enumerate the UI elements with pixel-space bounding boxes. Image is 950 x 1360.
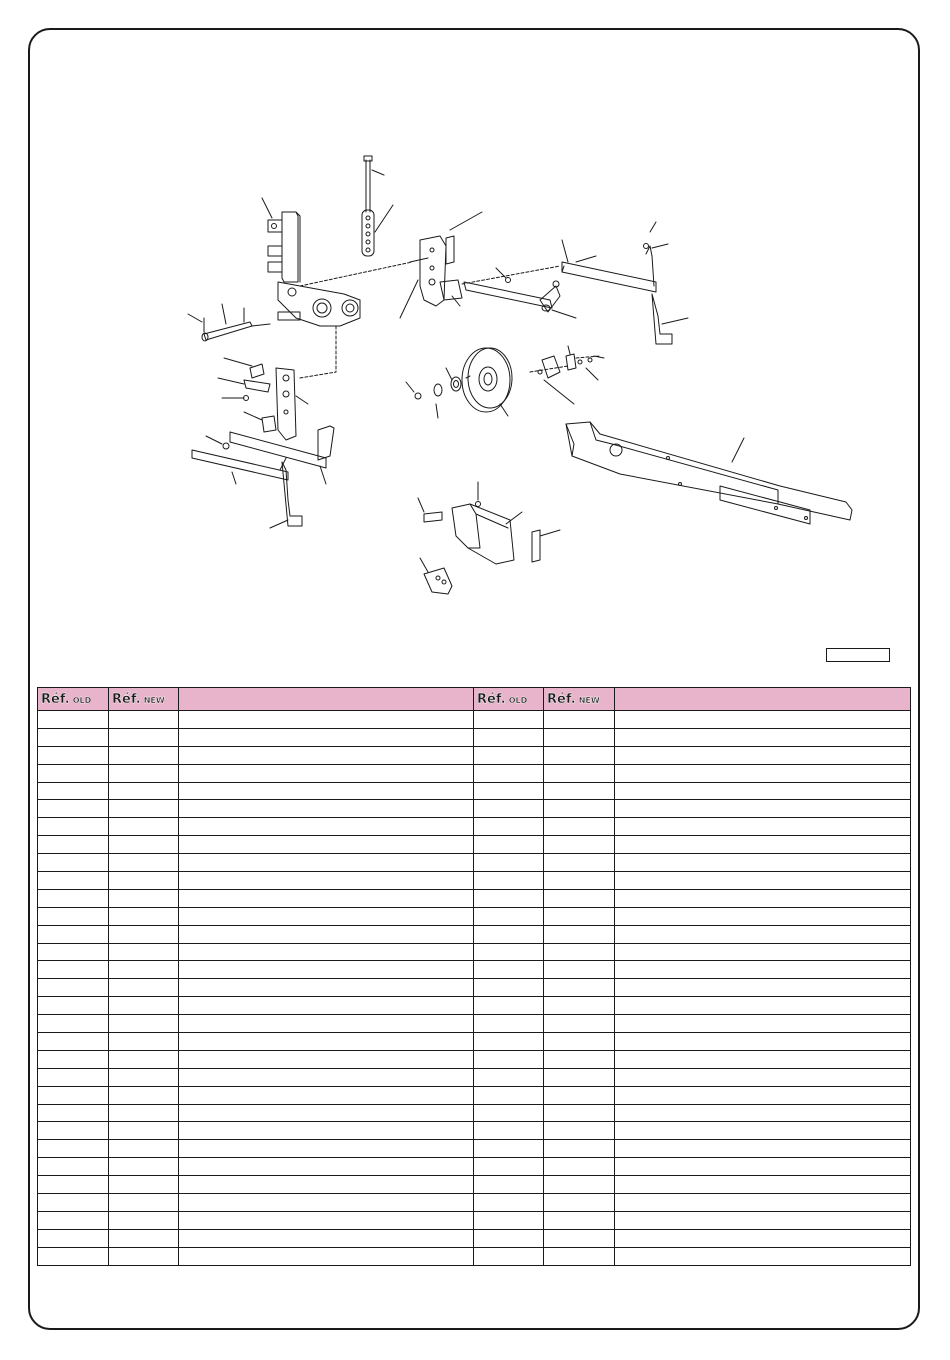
vertical-post-part <box>262 198 360 326</box>
table-cell <box>179 1033 474 1051</box>
table-cell <box>474 907 544 925</box>
table-cell <box>179 854 474 872</box>
header-ref-new-left: Réf. NEW <box>109 688 179 711</box>
table-row <box>38 1122 911 1140</box>
table-cell <box>474 1033 544 1051</box>
table-cell <box>474 1104 544 1122</box>
table-cell <box>544 818 615 836</box>
table-cell <box>38 1194 109 1212</box>
table-cell <box>615 746 911 764</box>
table-cell <box>544 1211 615 1229</box>
table-cell <box>109 1247 179 1265</box>
table-cell <box>474 854 544 872</box>
table-cell <box>109 782 179 800</box>
table-cell <box>38 782 109 800</box>
table-cell <box>179 1122 474 1140</box>
table-cell <box>615 1104 911 1122</box>
table-row <box>38 943 911 961</box>
table-cell <box>474 836 544 854</box>
table-cell <box>615 728 911 746</box>
table-cell <box>38 1086 109 1104</box>
table-cell <box>179 1104 474 1122</box>
table-cell <box>179 746 474 764</box>
table-cell <box>615 1247 911 1265</box>
table-cell <box>544 1104 615 1122</box>
table-cell <box>109 1211 179 1229</box>
table-row <box>38 997 911 1015</box>
table-cell <box>544 746 615 764</box>
table-cell <box>38 889 109 907</box>
table-cell <box>38 979 109 997</box>
table-cell <box>474 889 544 907</box>
table-cell <box>38 997 109 1015</box>
table-cell <box>109 728 179 746</box>
table-row <box>38 764 911 782</box>
table-row <box>38 746 911 764</box>
table-cell <box>179 872 474 890</box>
table-row <box>38 854 911 872</box>
table-cell <box>615 1158 911 1176</box>
table-cell <box>544 711 615 729</box>
table-cell <box>179 1211 474 1229</box>
table-cell <box>38 907 109 925</box>
table-cell <box>179 836 474 854</box>
table-cell <box>38 1158 109 1176</box>
table-cell <box>109 1086 179 1104</box>
table-cell <box>109 872 179 890</box>
table-row <box>38 1033 911 1051</box>
table-cell <box>544 1140 615 1158</box>
table-cell <box>474 728 544 746</box>
table-cell <box>109 961 179 979</box>
table-cell <box>544 1086 615 1104</box>
table-row <box>38 961 911 979</box>
table-cell <box>38 728 109 746</box>
table-cell <box>474 1229 544 1247</box>
table-cell <box>615 907 911 925</box>
table-cell <box>109 711 179 729</box>
table-cell <box>544 764 615 782</box>
wheel-part <box>406 348 512 418</box>
table-row <box>38 1158 911 1176</box>
assembly-guide-lines <box>300 262 600 378</box>
table-cell <box>474 997 544 1015</box>
table-cell <box>38 1122 109 1140</box>
reference-box <box>826 648 890 662</box>
table-cell <box>179 961 474 979</box>
table-cell <box>615 1050 911 1068</box>
table-cell <box>544 889 615 907</box>
table-row <box>38 1104 911 1122</box>
table-row <box>38 1176 911 1194</box>
table-cell <box>615 889 911 907</box>
table-cell <box>544 925 615 943</box>
table-cell <box>544 1247 615 1265</box>
table-cell <box>38 925 109 943</box>
table-cell <box>615 711 911 729</box>
table-cell <box>109 764 179 782</box>
table-cell <box>544 1194 615 1212</box>
long-bolt-part <box>364 156 384 212</box>
table-cell <box>109 746 179 764</box>
table-cell <box>474 1015 544 1033</box>
table-body <box>38 711 911 1266</box>
table-cell <box>38 943 109 961</box>
table-cell <box>179 997 474 1015</box>
table-cell <box>38 800 109 818</box>
table-cell <box>38 1104 109 1122</box>
table-cell <box>109 1068 179 1086</box>
table-row <box>38 1086 911 1104</box>
tie-rod-part <box>464 268 576 318</box>
table-cell <box>38 961 109 979</box>
table-cell <box>615 854 911 872</box>
table-cell <box>474 943 544 961</box>
table-cell <box>38 818 109 836</box>
table-cell <box>544 979 615 997</box>
table-cell <box>179 1068 474 1086</box>
table-cell <box>615 764 911 782</box>
table-cell <box>615 1068 911 1086</box>
table-cell <box>474 1140 544 1158</box>
table-cell <box>109 1158 179 1176</box>
table-cell <box>109 836 179 854</box>
table-cell <box>474 818 544 836</box>
table-cell <box>615 979 911 997</box>
table-row <box>38 1229 911 1247</box>
table-cell <box>38 1176 109 1194</box>
table-header-row <box>38 688 911 711</box>
table-cell <box>179 1050 474 1068</box>
table-cell <box>38 711 109 729</box>
lever-bar-part <box>562 222 688 344</box>
table-cell <box>544 1158 615 1176</box>
table-cell <box>38 1247 109 1265</box>
table-cell <box>38 1015 109 1033</box>
table-row <box>38 728 911 746</box>
table-cell <box>109 997 179 1015</box>
table-row <box>38 711 911 729</box>
parts-table <box>37 687 911 1266</box>
table-cell <box>615 1211 911 1229</box>
seed-shoe-part <box>418 482 560 594</box>
table-cell <box>544 872 615 890</box>
table-row <box>38 1050 911 1068</box>
table-cell <box>544 854 615 872</box>
table-cell <box>109 1033 179 1051</box>
table-cell <box>615 800 911 818</box>
table-cell <box>38 1140 109 1158</box>
table-cell <box>179 1158 474 1176</box>
table-cell <box>179 925 474 943</box>
table-row <box>38 1140 911 1158</box>
table-cell <box>109 1122 179 1140</box>
swing-arm-part <box>400 212 482 318</box>
table-row <box>38 889 911 907</box>
table-cell <box>474 1176 544 1194</box>
table-cell <box>109 800 179 818</box>
table-cell <box>544 1229 615 1247</box>
table-cell <box>109 1176 179 1194</box>
table-row <box>38 818 911 836</box>
table-cell <box>109 1104 179 1122</box>
table-cell <box>179 1247 474 1265</box>
exploded-parts-drawing <box>0 0 950 640</box>
table-cell <box>544 836 615 854</box>
table-cell <box>544 1122 615 1140</box>
table-cell <box>179 907 474 925</box>
table-cell <box>474 1122 544 1140</box>
table-row <box>38 836 911 854</box>
table-cell <box>544 1068 615 1086</box>
table-cell <box>179 1140 474 1158</box>
table-cell <box>474 1068 544 1086</box>
table-cell <box>474 782 544 800</box>
table-cell <box>474 1050 544 1068</box>
table-cell <box>544 943 615 961</box>
table-cell <box>544 1033 615 1051</box>
table-cell <box>179 782 474 800</box>
table-cell <box>38 854 109 872</box>
table-cell <box>474 1211 544 1229</box>
table-row <box>38 1247 911 1265</box>
table-cell <box>474 1194 544 1212</box>
table-cell <box>474 800 544 818</box>
table-cell <box>179 943 474 961</box>
table-cell <box>615 925 911 943</box>
table-cell <box>179 1229 474 1247</box>
hardware-set-part <box>538 346 604 404</box>
lower-bracket-part <box>218 358 308 440</box>
table-cell <box>109 979 179 997</box>
table-cell <box>179 1086 474 1104</box>
table-cell <box>544 907 615 925</box>
table-row <box>38 1015 911 1033</box>
table-cell <box>109 854 179 872</box>
table-cell <box>109 889 179 907</box>
table-cell <box>179 818 474 836</box>
main-frame-part <box>566 422 852 524</box>
table-cell <box>179 1176 474 1194</box>
table-cell <box>615 1229 911 1247</box>
table-cell <box>544 997 615 1015</box>
table-cell <box>544 782 615 800</box>
table-row <box>38 1068 911 1086</box>
table-row <box>38 907 911 925</box>
table-cell <box>615 1194 911 1212</box>
table-cell <box>38 1068 109 1086</box>
table-cell <box>179 711 474 729</box>
table-cell <box>544 800 615 818</box>
table-cell <box>179 979 474 997</box>
table-cell <box>179 1194 474 1212</box>
table-cell <box>38 764 109 782</box>
lower-frame-part <box>192 426 334 528</box>
table-cell <box>615 872 911 890</box>
table-cell <box>38 746 109 764</box>
table-cell <box>109 1140 179 1158</box>
table-row <box>38 782 911 800</box>
header-ref-old-left: Réf. OLD <box>38 688 109 711</box>
table-cell <box>544 961 615 979</box>
table-cell <box>109 818 179 836</box>
table-cell <box>38 872 109 890</box>
table-cell <box>38 1229 109 1247</box>
table-cell <box>615 1122 911 1140</box>
table-row <box>38 925 911 943</box>
table-cell <box>615 782 911 800</box>
table-cell <box>474 711 544 729</box>
table-cell <box>615 1140 911 1158</box>
table-cell <box>179 728 474 746</box>
table-row <box>38 872 911 890</box>
table-cell <box>615 1176 911 1194</box>
table-cell <box>544 1050 615 1068</box>
table-cell <box>615 961 911 979</box>
table-cell <box>179 764 474 782</box>
table-cell <box>179 889 474 907</box>
table-cell <box>615 818 911 836</box>
table-cell <box>615 1086 911 1104</box>
table-row <box>38 1211 911 1229</box>
table-cell <box>474 872 544 890</box>
table-cell <box>109 1015 179 1033</box>
table-cell <box>109 925 179 943</box>
header-ref-new-right: Réf. NEW <box>544 688 615 711</box>
table-cell <box>544 1176 615 1194</box>
table-cell <box>615 1033 911 1051</box>
table-cell <box>615 943 911 961</box>
table-cell <box>544 1015 615 1033</box>
header-ref-old-right: Réf. OLD <box>474 688 544 711</box>
table-cell <box>474 979 544 997</box>
table-cell <box>615 1015 911 1033</box>
table-cell <box>179 1015 474 1033</box>
table-cell <box>615 997 911 1015</box>
spring-part <box>362 205 393 256</box>
table-row <box>38 1194 911 1212</box>
table-cell <box>38 836 109 854</box>
table-cell <box>38 1211 109 1229</box>
table-cell <box>179 800 474 818</box>
table-cell <box>474 925 544 943</box>
header-description-left <box>179 688 474 711</box>
table-cell <box>109 1050 179 1068</box>
table-cell <box>615 836 911 854</box>
table-cell <box>38 1033 109 1051</box>
table-cell <box>474 746 544 764</box>
table-row <box>38 800 911 818</box>
table-cell <box>474 1158 544 1176</box>
table-cell <box>474 1247 544 1265</box>
header-description-right <box>615 688 911 711</box>
table-row <box>38 979 911 997</box>
table-cell <box>109 1229 179 1247</box>
table-cell <box>474 1086 544 1104</box>
table-cell <box>474 764 544 782</box>
table-cell <box>474 961 544 979</box>
table-cell <box>38 1050 109 1068</box>
axle-rod-part <box>188 304 270 341</box>
table-cell <box>109 943 179 961</box>
table-cell <box>109 907 179 925</box>
table-cell <box>109 1194 179 1212</box>
table-cell <box>544 728 615 746</box>
